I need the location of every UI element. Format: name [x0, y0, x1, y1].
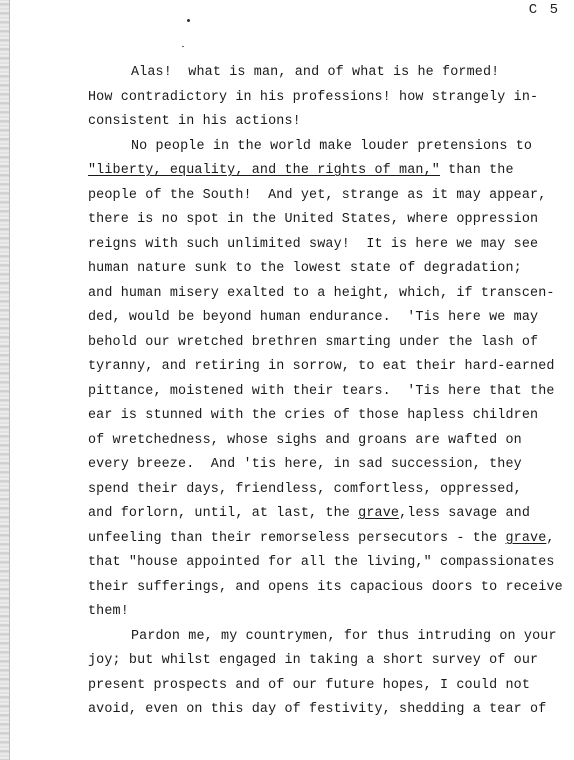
text-line: avoid, even on this day of festivity, shedding a tear of	[88, 702, 547, 717]
text-span: ,	[546, 531, 555, 546]
text-line: present prospects and of our future hopes, I could not	[88, 678, 531, 693]
ink-speck	[182, 46, 184, 47]
text-span: and forlorn, until, at last, the	[88, 506, 359, 521]
text-span: unfeeling than their remorseless persecutors - the	[88, 531, 506, 546]
text-line: spend their days, friendless, comfortless, oppressed,	[88, 482, 522, 497]
text-span: ,less savage and	[399, 506, 531, 521]
text-line	[88, 161, 514, 181]
text-line: every breeze. And 'tis here, in sad succession, they	[88, 457, 522, 472]
binding-edge	[0, 0, 10, 760]
text-line: their sufferings, and opens its capacious doors to receive	[88, 580, 563, 595]
text-line: consistent in his actions!	[88, 114, 301, 129]
text-line: ear is stunned with the cries of those hapless children	[88, 408, 539, 423]
underlined-phrase: "liberty, equality, and the rights of man,"	[88, 163, 440, 178]
text-span: than the	[440, 163, 514, 178]
text-line: No people in the world make louder pretensions to	[131, 139, 533, 154]
text-line	[88, 529, 555, 549]
text-line: of wretchedness, whose sighs and groans are wafted on	[88, 433, 522, 448]
text-line: people of the South! And yet, strange as it may appear,	[88, 188, 547, 203]
underlined-word: grave	[505, 531, 547, 546]
text-line: ded, would be beyond human endurance. 'Tis here we may	[88, 310, 539, 325]
text-line: Pardon me, my countrymen, for thus intruding on your	[131, 629, 557, 644]
text-line: Alas! what is man, and of what is he formed!	[131, 65, 500, 80]
text-line: that "house appointed for all the living," compassionates	[88, 555, 555, 570]
ink-speck	[187, 19, 190, 22]
text-line: human nature sunk to the lowest state of degradation;	[88, 261, 522, 276]
text-line: tyranny, and retiring in sorrow, to eat their hard-earned	[88, 359, 555, 374]
page-number: C 5	[528, 2, 560, 18]
text-line: pittance, moistened with their tears. 'Tis here that the	[88, 384, 555, 399]
text-line: How contradictory in his professions! how strangely in-	[88, 90, 539, 105]
text-line: behold our wretched brethren smarting under the lash of	[88, 335, 539, 350]
text-line: them!	[88, 604, 129, 619]
text-line: and human misery exalted to a height, which, if transcen-	[88, 286, 555, 301]
text-line: reigns with such unlimited sway! It is here we may see	[88, 237, 539, 252]
text-line: there is no spot in the United States, where oppression	[88, 212, 539, 227]
text-line: joy; but whilst engaged in taking a short survey of our	[88, 653, 539, 668]
underlined-word: grave	[358, 506, 400, 521]
text-line	[88, 504, 530, 524]
